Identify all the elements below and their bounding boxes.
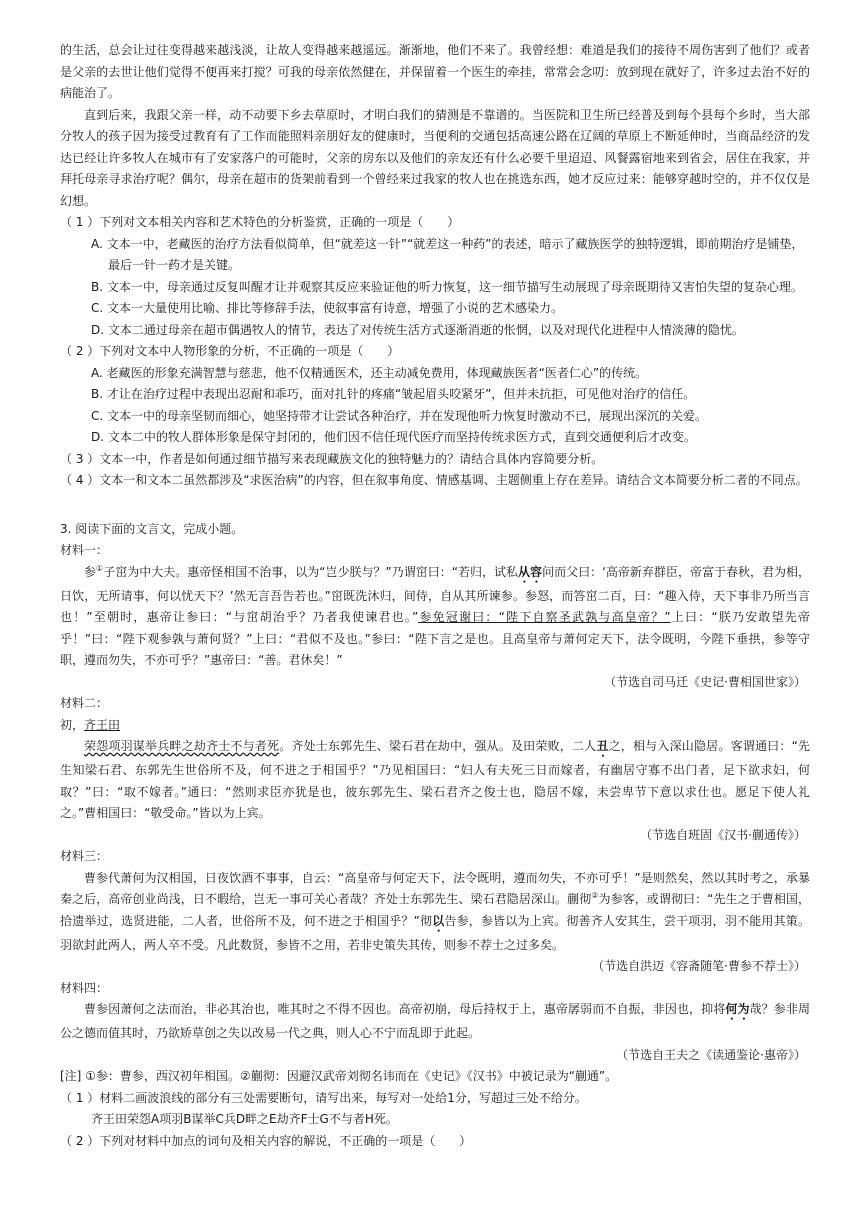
dotted-word: 丑 (596, 739, 609, 753)
question-3: （ 3 ）文本一中，作者是如何通过细节描写来表现藏族文化的独特魅力的？请结合具体内容简要分析。 (60, 451, 604, 466)
question-2-option-c: C. 文本一中的母亲坚韧而细心，她坚持带才让尝试各种治疗，并在发现他听力恢复时激动不已，展现出深沉的关爱。 (91, 408, 708, 423)
footnote-marker: ② (591, 891, 599, 900)
footnote-marker: ① (96, 563, 104, 573)
material-4-label: 材料四： (60, 980, 109, 995)
question-2-option-b: B. 才让在治疗过程中表现出忍耐和乖巧，面对扎针的疼痛“皱起眉头咬紧牙”，但并未抗拒，可见他对治疗的信任。 (91, 387, 696, 401)
dotted-word: 从容 (518, 564, 543, 579)
material-4-text: 曹参因萧何之法而治，非必其治也，唯其时之不得不因也。高帝初崩，母后持权于上，惠帝孱弱而不自振，非因也，抑将何为哉？参非周公之德而值其时，乃欲矫草创之失以改易一代之典，则人心不宁而乱即于此起。 (60, 1002, 810, 1040)
question-1-option-a-continued: 最后一针一药才是关键。 (108, 258, 241, 272)
question-1-option-d: D. 文本二通过母亲在超市偶遇牧人的情节，表达了对传统生活方式逐渐消逝的怅惘，以及对现代化进程中人情淡薄的隐忧。 (91, 322, 744, 337)
passage-paragraph: 直到后来，我跟父亲一样，动不动要下乡去草原时，才明白我们的猜测是不靠谱的。当医院和卫生所已经普及到每个县每个乡时，当大部分牧人的孩子因为接受过教育有了工作而能照料亲朋好友的健康时，当便利的交通包括高速公路在辽阔的草原上不断延伸时，当商品经济的发达已经让许多牧人在城市有了安家落户的可能时，父亲的房东以及他们的亲友还有什么必要千里迢迢、风餐露宿地来到省会，居住在我家，并拜托母亲寻求治疗呢？偶尔，母亲在超市的货架前看到一个曾经来过我家的牧人也在挑选东西，她才反应过来：能够穿越时空的，并不仅仅是幻想。 (60, 107, 810, 208)
dotted-word: 何为 (725, 1002, 750, 1016)
dotted-word: 以 (432, 913, 445, 928)
passage-paragraph: 的生活，总会让过往变得越来越浅淡，让故人变得越来越遥远。渐渐地，他们不来了。我曾经想：难道是我们的接待不周伤害到了他们？或者是父亲的去世让他们觉得不便再来打搅？可我的母亲依然健在，并保留着一个医生的牵挂，常常会念叨：放到现在就好了，许多过去治不好的病能治了。 (60, 43, 810, 100)
material-3-source: （节选自洪迈《容斋随笔·曹参不荐士》） (592, 959, 806, 973)
question-2-stem: （ 2 ）下列对文本中人物形象的分析，不正确的一项是（ ） (60, 344, 400, 358)
material-1-label: 材料一： (60, 543, 109, 557)
material-1-source: （节选自司马迁《史记·曹相国世家》） (604, 674, 806, 689)
subquestion-1-sentence: 齐王田荣怨A项羽B谋举C兵D畔之E劫齐F士G不与者H死。 (91, 1112, 398, 1126)
document-page (60, 40, 810, 1152)
question-1-option-a: A. 文本一中，老藏医的治疗方法看似简单，但“就差这一针”“就差这一种药”的表述，暗示了藏族医学的独特逻辑，即前期治疗是铺垫， (91, 236, 804, 251)
question-2-option-a: A. 老藏医的形象充满智慧与慈悲，他不仅精通医术，还主动减免费用，体现藏族医者“医者仁心”的传统。 (91, 365, 648, 380)
question-4: （ 4 ）文本一和文本二虽然都涉及“求医治病”的内容，但在叙事角度、情感基调、主题侧重上存在差异。请结合文本简要分析二者的不同点。 (60, 473, 808, 487)
material-2-line-1: 初，齐王田 (60, 717, 121, 732)
question-1-stem: （ 1 ）下列对文本相关内容和艺术特色的分析鉴赏，正确的一项是（ ） (60, 215, 460, 229)
material-2-source: （节选自班固《汉书·蒯通传》） (640, 827, 806, 842)
question-1-option-b: B. 文本一中，母亲通过反复叫醒才让并观察其反应来验证他的听力恢复，这一细节描写生动展现了母亲既期待又害怕失望的复杂心理。 (91, 279, 803, 294)
material-1-text: 参①子窋为中大夫。惠帝怪相国不治事，以为“岂少朕与？”乃谓窋曰：“若归，试私从容问而父曰：‘高帝新弃群臣，帝富于春秋，君为相，日饮，无所请事，何以忧天下？’然无言吾告若也。”窋既洗沐归，间侍，自从其所谏参。参怒，而答窋二百，曰：“趣入侍，天下事非乃所当言也！”至朝时，惠帝让参曰：“与窋胡治乎？乃者我使谏君也。”参免冠谢曰：“陛下自察圣武孰与高皇帝？”上曰：“朕乃安敢望先帝乎！”曰：“陛下观参孰与萧何贤？”上曰：“君似不及也。”参曰：“陛下言之是也。且高皇帝与萧何定天下，法令既明，今陛下垂拱，参等守职，遵而勿失，不亦可乎？”惠帝曰：“善。君休矣！” (60, 563, 811, 667)
wavy-underlined-text: 荣怨项羽谋举兵畔之劫齐士不与者死 (84, 739, 280, 753)
subquestion-1-stem: （ 1 ）材料二画波浪线的部分有三处需要断句，请写出来，每写对一处给1分，写超过三处不给分。 (60, 1090, 587, 1105)
material-3-label: 材料三： (60, 849, 109, 863)
underlined-sentence: 参免冠谢曰：“陛下自察圣武孰与高皇帝？” (418, 610, 671, 624)
material-3-text: 曹参代萧何为汉相国，日夜饮酒不事事，自云：“高皇帝与何定天下，法令既明，遵而勿失，不亦可乎！”是则然矣，然以其时考之，承暴秦之后，高帝创业尚浅，日不暇给，岂无一事可关心者哉？齐处士东郭先生、梁石君隐居深山。蒯彻②为参客，或谓彻曰：“先生之于曹相国，拾遗举过，选贤进能，二人者，世俗所不及，何不进之于相国乎？”彻以告参，参皆以为上宾。彻善齐人安其生，尝干项羽，羽不能用其策。羽欲封此两人，两人卒不受。凡此数贤，参皆不之用，若非史策失其传，则参不荐士之过多矣。 (60, 870, 810, 952)
material-4-source: （节选自王夫之《读通鉴论·惠帝》） (616, 1047, 806, 1062)
question-2-option-d: D. 文本二中的牧人群体形象是保守封闭的，他们因不信任现代医疗而坚持传统求医方式，直到交通便利后才改变。 (91, 430, 696, 444)
material-2-text: 荣怨项羽谋举兵畔之劫齐士不与者死。齐处士东郭先生、梁石君在劫中，强从。及田荣败，二人丑之，相与入深山隐居。客谓通曰：“先生知梁石君、东郭先生世俗所不及，何不进之于相国乎？”乃见相国曰：“妇人有夫死三日而嫁者，有幽居守寡不出门者，足下欲求妇，何取？”曰：“取不嫁者。”通曰：“然则求臣亦犹是也，彼东郭先生、梁石君齐之俊士也，隐居不嫁，未尝卑节下意以求仕也。愿足下使人礼之。”曹相国曰：“敬受命。”皆以为上宾。 (60, 739, 810, 820)
annotation-note: [注] ①参：曹参，西汉初年相国。②蒯彻：因避汉武帝刘彻名讳而在《史记》《汉书》中被记录为“蒯通”。 (60, 1069, 618, 1083)
material-2-label: 材料二： (60, 696, 109, 710)
question-1-option-c: C. 文本一大量使用比喻、排比等修辞手法，使叙事富有诗意，增强了小说的艺术感染力。 (91, 301, 564, 315)
subquestion-2-stem: （ 2 ）下列对材料中加点的词句及相关内容的解说，不正确的一项是（ ） (60, 1133, 472, 1148)
section-3-title: 3. 阅读下面的文言文，完成小题。 (60, 521, 244, 536)
